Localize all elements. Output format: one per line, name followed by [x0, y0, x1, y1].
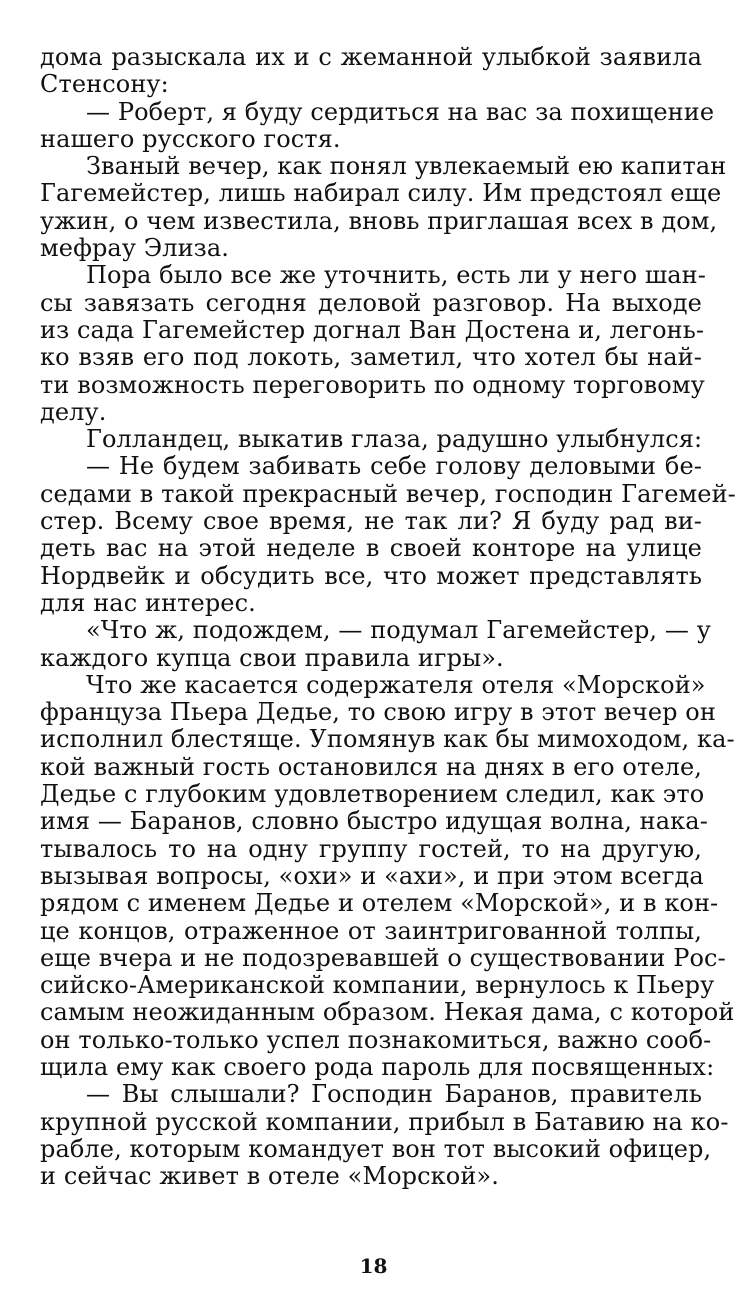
text-line: дома разыскала их и с жеманной улыбкой заявила: [40, 43, 702, 71]
text-line: кой важный гость остановился на днях в его отеле,: [40, 752, 702, 781]
paragraph: [40, 44, 702, 99]
paragraph: [40, 452, 736, 617]
text-line: ужин, о чем известила, вновь приглашая всех в дом,: [40, 206, 718, 235]
paragraph: [40, 670, 735, 1081]
text-line: исполнил блестяще. Упомянув как бы мимоходом, ка-: [40, 725, 735, 754]
text-line: рядом с именем Дедье и отелем «Морской», и в кон-: [40, 889, 719, 918]
text-line: тывалось то на одну группу гостей, то на другую,: [40, 834, 702, 863]
text-line: седами в такой прекрасный вечер, господин Гагемей-: [40, 479, 736, 508]
paragraph: [40, 261, 706, 426]
text-line: щила ему как своего рода пароль для посвященных:: [40, 1052, 715, 1081]
text-line: Нордвейк и обсудить все, что может представлять: [40, 561, 702, 590]
text-line: Гагемейстер, лишь набирал силу. Им предстоял еще: [40, 179, 722, 208]
text-line: «Что ж, подождем, — подумал Гагемейстер, — у: [86, 616, 711, 645]
text-line: делу.: [40, 397, 107, 426]
text-line: Стенсону:: [40, 70, 169, 99]
text-line: Дедье с глубоким удовлетворением следил, как это: [40, 780, 705, 809]
text-line: рабле, которым командует вон тот высокий офицер,: [40, 1134, 712, 1163]
text-line: француза Пьера Дедье, то свою игру в этот вечер он: [40, 698, 716, 727]
text-line: ко взяв его под локоть, заметил, что хотел бы най-: [40, 343, 702, 372]
text-line: Что же касается содержателя отеля «Морской»: [86, 670, 706, 699]
text-line: — Не будем забивать себе голову деловыми бе-: [86, 452, 702, 481]
paragraph: [40, 616, 711, 672]
paragraph: [40, 152, 727, 263]
text-line: Голландец, выкатив глаза, радушно улыбнулся:: [86, 425, 703, 454]
page-body: [40, 43, 736, 1191]
text-line: ти возможность переговорить по одному торговому: [40, 370, 705, 399]
text-line: мефрау Элиза.: [40, 234, 230, 263]
text-line: крупной русской компании, прибыл в Батавию на ко-: [40, 1107, 729, 1136]
text-line: — Вы слышали? Господин Баранов, правитель: [86, 1080, 702, 1109]
text-line: имя — Баранов, словно быстро идущая волна, нака-: [40, 807, 708, 836]
paragraph: [40, 97, 715, 154]
text-line: стер. Всему свое время, не так ли? Я буду рад ви-: [40, 507, 702, 536]
text-line: нашего русского гостя.: [40, 124, 341, 153]
text-line: це концов, отраженное от заинтригованной толпы,: [40, 916, 702, 945]
paragraph: [40, 1080, 729, 1191]
text-line: он только-только успел познакомиться, важно сооб-: [40, 1025, 712, 1054]
page-number: 18: [359, 1254, 388, 1278]
text-line: и сейчас живет в отеле «Морской».: [40, 1162, 499, 1191]
text-line: — Роберт, я буду сердиться на вас за похищение: [86, 97, 715, 126]
text-line: вызывая вопросы, «охи» и «ахи», и при этом всегда: [40, 861, 704, 890]
text-line: деть вас на этой неделе в своей конторе на улице: [40, 534, 702, 563]
text-line: каждого купца свои правила игры».: [40, 643, 504, 672]
text-line: сы завязать сегодня деловой разговор. На выходе: [40, 288, 702, 317]
text-line: для нас интерес.: [40, 588, 256, 617]
text-line: сийско-Американской компании, вернулось к Пьеру: [40, 971, 715, 1000]
text-line: из сада Гагемейстер догнал Ван Достена и, легонь-: [40, 315, 705, 344]
text-line: Званый вечер, как понял увлекаемый ею капитан: [86, 152, 727, 181]
text-line: Пора было все же уточнить, есть ли у него шан-: [86, 261, 706, 290]
paragraph: [40, 426, 702, 453]
text-line: самым неожиданным образом. Некая дама, с которой: [40, 998, 735, 1027]
text-line: еще вчера и не подозревавшей о существовании Рос-: [40, 943, 726, 972]
